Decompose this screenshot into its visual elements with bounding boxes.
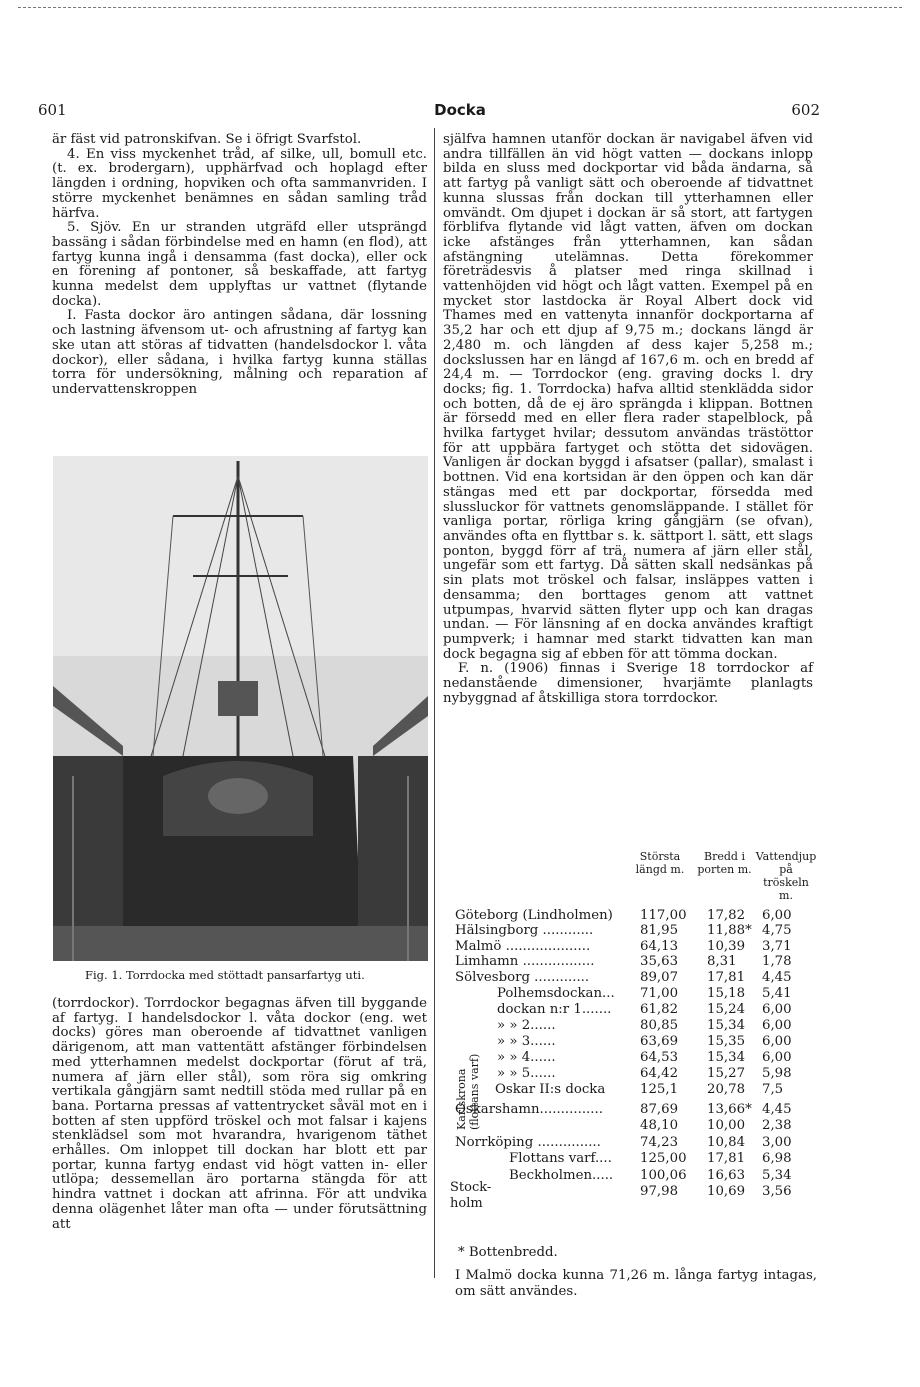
row-label: Limhamn ................. (455, 954, 595, 969)
table-cell: 48,10 (640, 1118, 679, 1133)
table-cell: 35,63 (640, 954, 679, 969)
row-label: » » 3...... (497, 1034, 556, 1049)
row-label: Malmö .................... (455, 939, 591, 954)
left-column-top (52, 133, 427, 398)
table-row (447, 1082, 817, 1098)
table-cell: 64,53 (640, 1050, 679, 1065)
table-cell: 3,56 (762, 1184, 792, 1199)
table-row (447, 1018, 817, 1034)
table-cell: 64,42 (640, 1066, 679, 1081)
row-label: dockan n:r 1....... (497, 1002, 612, 1017)
table-row (447, 923, 817, 939)
table-cell: 11,88* (707, 923, 752, 938)
table-cell: 15,34 (707, 1018, 746, 1033)
table-row (447, 908, 817, 924)
row-label: » » 2...... (497, 1018, 556, 1033)
table-cell: 74,23 (640, 1135, 679, 1150)
right-column (443, 133, 813, 706)
table-row (447, 986, 817, 1002)
table-row (447, 1034, 817, 1050)
table-cell: 63,69 (640, 1034, 679, 1049)
table-row (447, 939, 817, 955)
table-cell: 10,84 (707, 1135, 746, 1150)
paragraph: I. Fasta dockor äro antingen sådana, där lossning och lastning äfvensom ut- och afrustning af fartyg kan ske utan att störas af tidvatten (handelsdockor l. våta dockor), eller sådana, i hvilka fartyg kunna ställas torra för undersökning, målning och reparation af undervattenskroppen (52, 308, 427, 397)
column-divider (434, 128, 435, 1278)
table-row (447, 1118, 817, 1134)
table-footnote: * Bottenbredd. (458, 1245, 558, 1260)
table-cell: 13,66* (707, 1102, 752, 1117)
group-label-karlskrona: Karlskrona (flottans varf) (455, 1053, 481, 1130)
table-cell: 4,45 (762, 970, 792, 985)
table-cell: 20,78 (707, 1082, 746, 1097)
table-cell: 100,06 (640, 1168, 687, 1183)
table-cell: 17,82 (707, 908, 746, 923)
row-label: Oskarshamn............... (455, 1102, 603, 1117)
table-cell: 16,63 (707, 1168, 746, 1183)
left-column-bottom (52, 997, 427, 1232)
table-row (447, 1102, 817, 1118)
col-header-width: Bredd i porten m. (697, 850, 752, 876)
table-cell: 6,00 (762, 1002, 792, 1017)
table-cell: 125,1 (640, 1082, 679, 1097)
table-row (447, 1002, 817, 1018)
table-cell: 2,38 (762, 1118, 792, 1133)
table-cell: 6,98 (762, 1151, 792, 1166)
table-cell: 5,98 (762, 1066, 792, 1081)
table-row (447, 970, 817, 986)
table-cell: 15,35 (707, 1034, 746, 1049)
table-cell: 117,00 (640, 908, 687, 923)
table-cell: 6,00 (762, 1018, 792, 1033)
paragraph: 4. En viss myckenhet tråd, af silke, ull, bomull etc. (t. ex. brodergarn), upphärfvad och hoplagd efter längden i ordning, hopviken och ofta sammanvriden. I större myckenhet benämnes en sådan samling tråd härfva. (52, 146, 427, 221)
table-cell: 17,81 (707, 1151, 746, 1166)
table-cell: 4,45 (762, 1102, 792, 1117)
table-cell: 7,5 (762, 1082, 784, 1097)
paragraph: F. n. (1906) finnas i Sverige 18 torrdockor af nedanstående dimensioner, hvarjämte planlagts nybyggnad af åtskilliga stora torrdockor. (443, 661, 813, 706)
table-row (447, 1151, 817, 1167)
ship-in-drydock-illustration (53, 456, 428, 961)
row-label: Göteborg (Lindholmen) (455, 908, 613, 923)
table-cell: 87,69 (640, 1102, 679, 1117)
table-cell: 3,00 (762, 1135, 792, 1150)
top-rule (18, 7, 902, 8)
row-label: Oskar II:s docka (495, 1082, 606, 1097)
row-label: » » 5...... (497, 1066, 556, 1081)
col-header-length: Största längd m. (635, 850, 685, 876)
table-cell: 89,07 (640, 970, 679, 985)
table-cell: 15,24 (707, 1002, 746, 1017)
paragraph: själfva hamnen utanför dockan är navigabel äfven vid andra tillfällen än vid högt vatten — dockans inlopp bilda en sluss med dockportar vid båda ändarna, så att fartyg på vanligt sätt och oberoende af tidvattnet kunna slussas från dockan till ytterhamnen eller omvändt. Om djupet i dockan är så stort, att fartygen förblifva flytande vid lågt vatten, äfven om dockan icke afstänges från ytterhamnen, kan sådan afstängning utelämnas. Detta förekommer företrädesvis å platser med ringa skillnad i vattenhöjden vid högt och lågt vatten. Exempel på en mycket stor lastdocka är Royal Albert dock vid Thames med en vattenyta innanför dockportarna af 35,2 har och ett djup af 9,75 m.; dockans längd är 2,480 m. och längden af dess kajer 5,258 m.; dockslussen har en längd af 167,6 m. och en bredd af 24,4 m. — Torrdockor (eng. graving docks l. dry docks; fig. 1. Torrdocka) hafva alltid stenklädda sidor och botten, då de ej äro sprängda i klippan. Bottnen är försedd med en eller flera rader stapelblock, på hvilka fartyget hvilar; dessutom användas trästöttor för att uppbära fartyget och stötta det sidovägen. Vanligen är dockan byggd i afsatser (pallar), smalast i bottnen. Vid ena kortsidan är den öppen och kan där stängas med ett par dockportar, försedda med slussluckor för vattnets genomsläppande. I stället för vanliga portar, rörliga kring gångjärn (se ofvan), användes ofta en flyttbar s. k. sättport l. sätt, ett slags ponton, byggd förr af trä, numera af järn eller stål, ungefär som ett fartyg. Då sätten skall nedsänkas på sin plats mot tröskel och falsar, insläppes vatten i densamma; den borttages genom att vattnet utpumpas, hvarvid sätten flyter upp och kan dragas undan. — För länsning af en docka användes kraftigt pumpverk; i hamnar med starkt tidvatten kan man dock begagna sig af ebben för att tömma dockan. (443, 132, 813, 662)
col-header-depth: Vattendjup på tröskeln m. (755, 850, 817, 902)
row-label: Flottans varf.... (509, 1151, 612, 1166)
figure-drydock-photo (53, 456, 428, 961)
row-label: Beckholmen..... (509, 1168, 614, 1183)
table-cell: 15,27 (707, 1066, 746, 1081)
paragraph: (torrdockor). Torrdockor begagnas äfven till byggande af fartyg. I handelsdockor l. våta dockor (eng. wet docks) göres man oberoende af tidvattnet vanligen därigenom, att man vattentätt afstänger förbindelsen med ytterhamnen medelst dockportar (förut af trä, numera af järn eller stål), som röra sig omkring vertikala gångjärn samt nedtill stöda med rullar på en bana. Portarna pressas af vattentrycket såväl mot en i botten af sten uppförd tröskel och mot falsar i kajens stenklädsel som mot hvarandra, hvarigenom täthet erhålles. Om inloppet till dockan har blott ett par portar, kunna fartyg endast vid högt vatten in- eller utlöpa; dessemellan äro portarna stängda för att hindra vattnet i dockan att afrinna. För att undvika denna olägenhet låter man ofta — under förutsättning att (52, 996, 427, 1232)
table-cell: 71,00 (640, 986, 679, 1001)
table-row (447, 1066, 817, 1082)
table-cell: 15,18 (707, 986, 746, 1001)
row-label: Norrköping ............... (455, 1135, 601, 1150)
table-row (447, 954, 817, 970)
group-label-stockholm: Stock- holm (450, 1180, 492, 1211)
page-number-left: 601 (38, 101, 67, 119)
table-cell: 6,00 (762, 908, 792, 923)
table-cell: 10,39 (707, 939, 746, 954)
table-cell: 6,00 (762, 1034, 792, 1049)
table-cell: 10,69 (707, 1184, 746, 1199)
row-label: Sölvesborg ............. (455, 970, 590, 985)
closing-paragraph: I Malmö docka kunna 71,26 m. långa fartyg intagas, om sätt användes. (455, 1268, 817, 1299)
table-cell: 1,78 (762, 954, 792, 969)
table-cell: 4,75 (762, 923, 792, 938)
table-cell: 3,71 (762, 939, 792, 954)
table-cell: 64,13 (640, 939, 679, 954)
table-cell: 80,85 (640, 1018, 679, 1033)
table-cell: 81,95 (640, 923, 679, 938)
table-cell: 5,41 (762, 986, 792, 1001)
table-row (447, 1135, 817, 1151)
table-cell: 10,00 (707, 1118, 746, 1133)
paragraph: 5. Sjöv. En ur stranden utgräfd eller utsprängd bassäng i sådan förbindelse med en hamn (en flod), att fartyg kunna ingå i densamma (fast docka), eller ock en förening af pontoner, så beskaffade, att fartyg kunna medelst dem upplyftas ur vattnet (flytande docka). (52, 220, 427, 309)
row-label: » » 4...... (497, 1050, 556, 1065)
figure-caption: Fig. 1. Torrdocka med stöttadt pansarfartyg uti. (85, 968, 365, 982)
paragraph: är fäst vid patronskifvan. Se i öfrigt Svarfstol. (52, 132, 362, 147)
table-cell: 15,34 (707, 1050, 746, 1065)
page-number-right: 602 (791, 101, 820, 119)
table-cell: 125,00 (640, 1151, 687, 1166)
table-row (447, 1184, 817, 1200)
row-label: Polhemsdockan... (497, 986, 615, 1001)
table-cell: 97,98 (640, 1184, 679, 1199)
row-label: Hälsingborg ............ (455, 923, 594, 938)
table-row (447, 1050, 817, 1066)
table-cell: 6,00 (762, 1050, 792, 1065)
table-cell: 5,34 (762, 1168, 792, 1183)
table-cell: 8,31 (707, 954, 737, 969)
page-title: Docka (434, 101, 486, 119)
table-cell: 61,82 (640, 1002, 679, 1017)
table-cell: 17,81 (707, 970, 746, 985)
table-row (447, 1168, 817, 1184)
